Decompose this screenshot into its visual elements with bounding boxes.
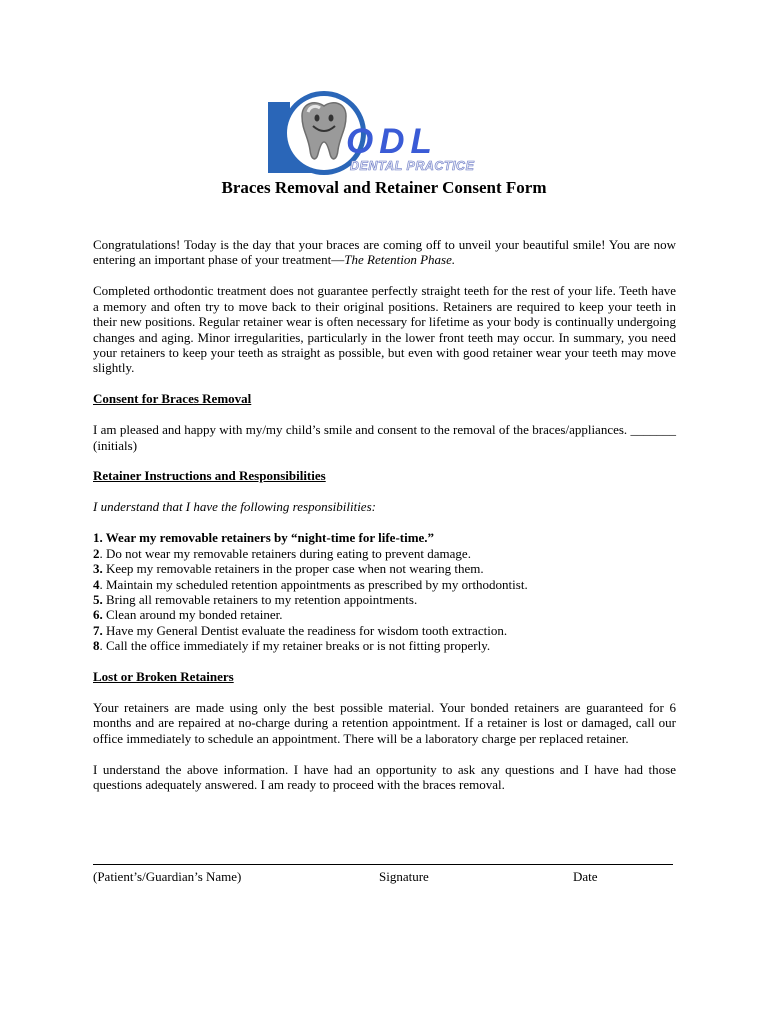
responsibility-item-4: 4. Maintain my scheduled retention appointments as prescribed by my orthodontist. [93, 576, 528, 592]
date-label: Date [573, 869, 598, 884]
retention-phase-text: The Retention Phase. [344, 252, 456, 268]
logo-name: ODL [346, 122, 438, 161]
responsibility-item-6: 6. Clean around my bonded retainer. [93, 607, 283, 623]
signature-line [93, 864, 673, 865]
consent-text: I am pleased and happy with my/my child’s smile and consent to the removal of the braces/appliances. _______ (initials) [93, 422, 676, 453]
responsibility-item-5: 5. Bring all removable retainers to my retention appointments. [93, 591, 418, 607]
responsibility-item-8: 8. Call the office immediately if my retainer breaks or is not fitting properly. [93, 638, 491, 654]
lost-retainers-text: Your retainers are made using only the best possible material. Your bonded retainers are guaranteed for 6 months and are repaired at no-charge during a retention appointment. If a retainer is lost or damaged, call our office immediately to schedule an appointment. There will be a laboratory charge per replaced retainer. [93, 699, 676, 746]
form-body [93, 237, 676, 792]
retainer-heading: Retainer Instructions and Responsibilities [93, 468, 326, 484]
responsibility-item-1: 1. Wear my removable retainers by “night-time for life-time.” [93, 530, 435, 546]
intro-paragraph: Congratulations! Today is the day that your braces are coming off to unveil your beautiful smile! You are now entering an important phase of your treatment—The Retention Phase. [93, 237, 676, 268]
responsibilities-intro: I understand that I have the following responsibilities: [93, 499, 376, 515]
responsibility-item-2: 2. Do not wear my removable retainers during eating to prevent damage. [93, 545, 471, 561]
consent-heading: Consent for Braces Removal [93, 391, 252, 407]
logo-subtitle: DENTAL PRACTICE [350, 159, 475, 173]
responsibility-item-7: 7. Have my General Dentist evaluate the readiness for wisdom tooth extraction. [93, 622, 508, 638]
treatment-paragraph: Completed orthodontic treatment does not guarantee perfectly straight teeth for the rest of your life. Teeth have a memory and often try to move back to their original positions. Retainers are required to keep your teeth in their new positions. Regular retainer wear is often necessary for lifetime as your body is continually undergoing changes and aging. Minor irregularities, particularly in the lower front teeth may occur. In summary, you need your retainers to keep your teeth as straight as possible, but even with good retainer wear your teeth may move slightly. [93, 283, 676, 376]
lost-retainers-heading: Lost or Broken Retainers [93, 669, 234, 685]
patient-name-label: (Patient’s/Guardian’s Name) [93, 869, 242, 884]
responsibility-item-3: 3. Keep my removable retainers in the proper case when not wearing them. [93, 561, 484, 577]
signature-label: Signature [379, 869, 429, 884]
form-title: Braces Removal and Retainer Consent Form [221, 178, 547, 197]
acknowledgement-text: I understand the above information. I have had an opportunity to ask any questions and I have had those questions adequately answered. I am ready to proceed with the braces removal. [93, 761, 676, 793]
